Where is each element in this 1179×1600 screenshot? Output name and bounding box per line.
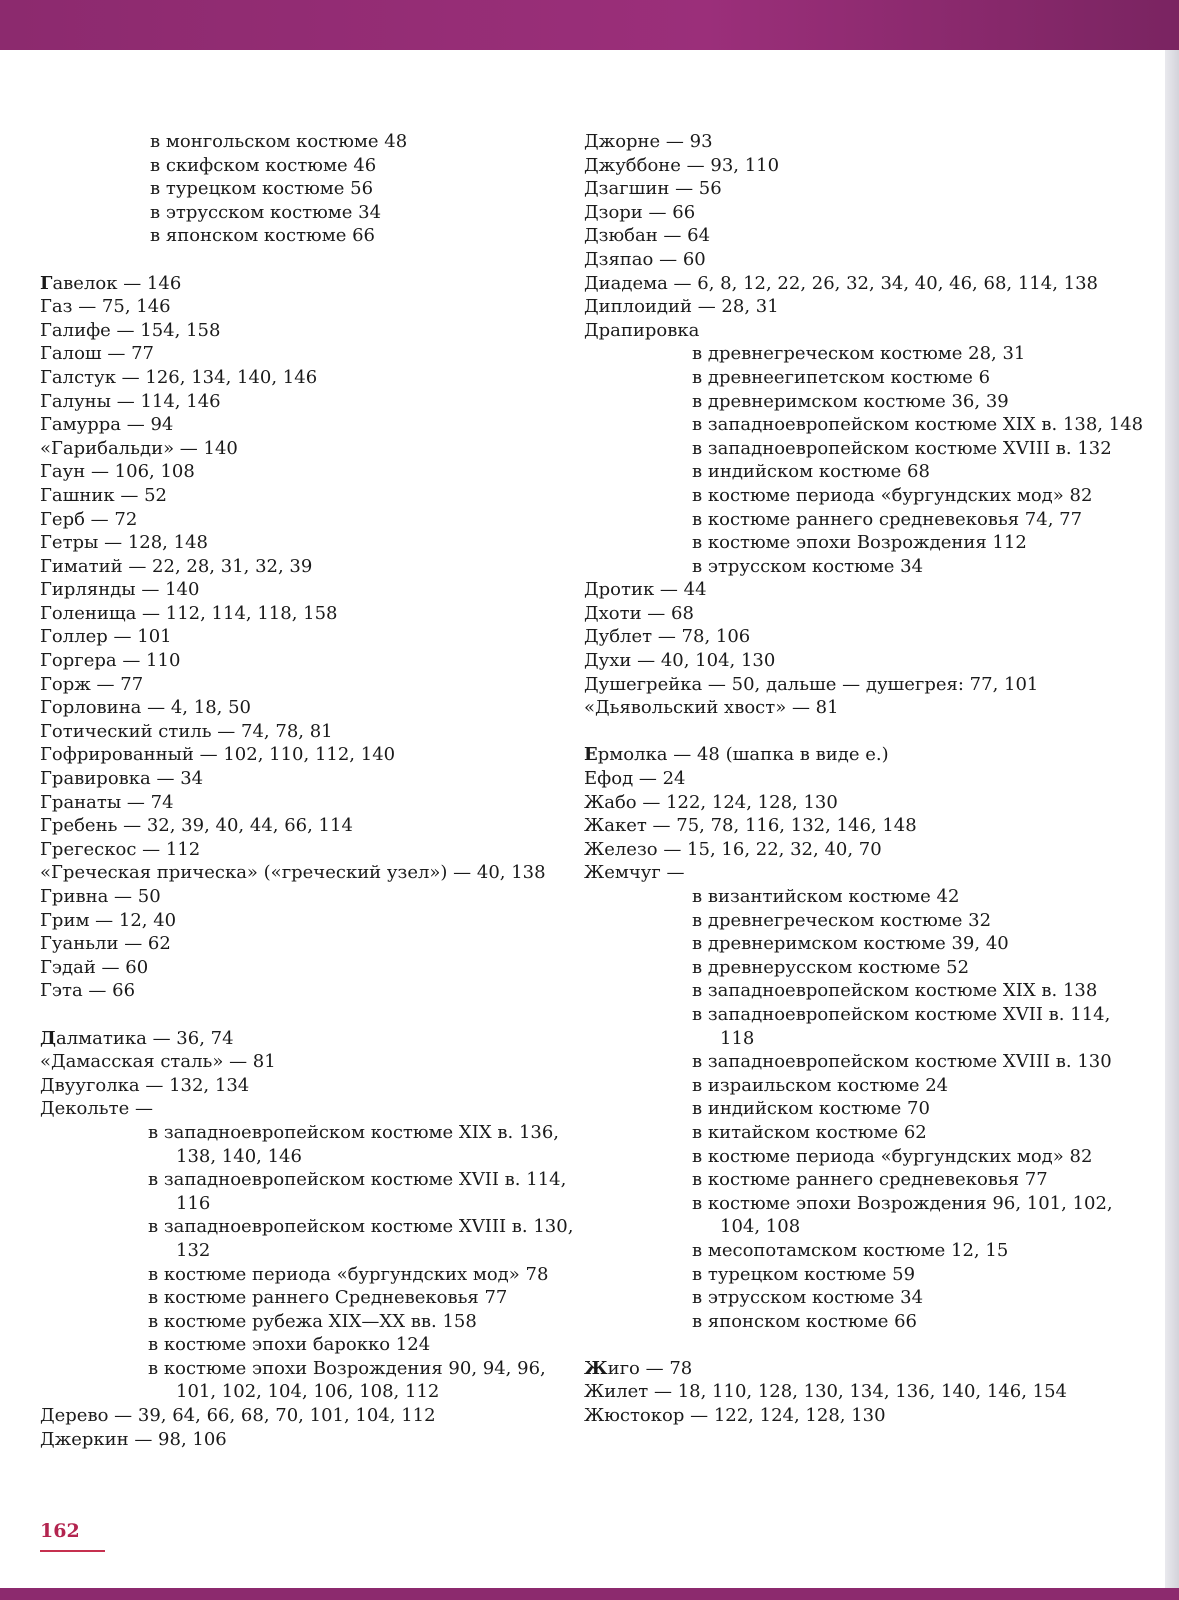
index-entry: Ермолка — 48 (шапка в виде е.) [584, 744, 889, 766]
index-entry: Джуббоне — 93, 110 [584, 154, 780, 176]
index-column-right [584, 130, 1144, 1428]
index-entry: Галифе — 154, 158 [40, 319, 221, 341]
index-subentry: 132 [176, 1239, 211, 1261]
index-entry: Галуны — 114, 146 [40, 390, 221, 412]
index-subentry: в византийском костюме 42 [692, 886, 960, 907]
index-entry: Гэта — 66 [40, 980, 136, 1002]
index-subentry: 138, 140, 146 [176, 1145, 302, 1167]
index-subentry: в месопотамском костюме 12, 15 [692, 1239, 1009, 1261]
index-entry: Дзюбан — 64 [584, 225, 711, 247]
index-subentry: в индийском костюме 70 [692, 1098, 930, 1120]
index-entry: Жиго — 78 [584, 1357, 693, 1379]
index-subentry: в западноевропейском костюме XIX в. 138 [692, 980, 1098, 1002]
index-entry: Гребень — 32, 39, 40, 44, 66, 114 [40, 815, 353, 837]
index-entry: Галош — 77 [40, 343, 155, 365]
index-subentry: в этрусском костюме 34 [692, 1287, 924, 1309]
index-column-left [40, 130, 574, 1451]
index-entry: Жабо — 122, 124, 128, 130 [584, 791, 838, 813]
index-subentry: в древнерусском костюме 52 [692, 956, 970, 978]
index-entry: Жилет — 18, 110, 128, 130, 134, 136, 140, 146, 154 [584, 1381, 1068, 1403]
index-subentry: в индийском костюме 68 [692, 461, 930, 483]
index-entry: Жюстокор — 122, 124, 128, 130 [584, 1405, 886, 1427]
index-subentry: в японском костюме 66 [150, 225, 376, 247]
index-entry: Горж — 77 [40, 673, 144, 695]
index-entry: Грим — 12, 40 [40, 909, 177, 931]
index-subentry: в костюме эпохи Возрождения 90, 94, 96, [148, 1357, 546, 1379]
index-entry: Гравировка — 34 [40, 768, 204, 790]
index-entry: «Дамасская сталь» — 81 [40, 1051, 276, 1073]
index-entry: Гавелок — 146 [40, 272, 182, 294]
index-subentry: в западноевропейском костюме XIX в. 138, 148 [692, 414, 1144, 436]
index-subentry: в древнеримском костюме 39, 40 [692, 933, 1009, 955]
index-subentry: в монгольском костюме 48 [150, 131, 408, 152]
index-subentry: в костюме рубежа XIX—XX вв. 158 [148, 1310, 477, 1332]
index-entry: Жакет — 75, 78, 116, 132, 146, 148 [584, 815, 917, 837]
index-subentry: в костюме эпохи Возрождения 112 [692, 532, 1027, 554]
index-entry: Железо — 15, 16, 22, 32, 40, 70 [584, 838, 882, 860]
index-subentry: в западноевропейском костюме XVII в. 114, [148, 1169, 567, 1191]
index-entry: Дублет — 78, 106 [584, 626, 751, 648]
index-subentry: в турецком костюме 56 [150, 178, 374, 200]
index-entry: Галстук — 126, 134, 140, 146 [40, 366, 318, 388]
index-subentry: в западноевропейском костюме XVII в. 114, [692, 1003, 1111, 1025]
index-entry: Гэдай — 60 [40, 956, 149, 978]
index-entry: Грегескос — 112 [40, 838, 201, 860]
index-entry: Гривна — 50 [40, 886, 161, 907]
index-entry: Ефод — 24 [584, 768, 686, 790]
top-color-band [0, 0, 1179, 50]
index-entry: Герб — 72 [40, 508, 138, 530]
index-entry: «Дьявольский хвост» — 81 [584, 697, 839, 719]
index-subentry: в западноевропейском костюме XVIII в. 132 [692, 437, 1112, 459]
index-subentry: в этрусском костюме 34 [692, 555, 924, 577]
index-entry: Газ — 75, 146 [40, 296, 171, 318]
index-entry: Горловина — 4, 18, 50 [40, 697, 251, 719]
index-subentry: в древнеримском костюме 36, 39 [692, 390, 1009, 412]
index-subentry: в костюме эпохи Возрождения 96, 101, 102, [692, 1192, 1113, 1214]
index-entry: Гашник — 52 [40, 484, 167, 506]
page-number: 162 [40, 1520, 80, 1542]
index-entry: Диадема — 6, 8, 12, 22, 26, 32, 34, 40, 46, 68, 114, 138 [584, 272, 1099, 294]
index-entry: Двууголка — 132, 134 [40, 1074, 250, 1096]
page-number-rule [40, 1550, 105, 1552]
index-entry: Гаун — 106, 108 [40, 461, 195, 483]
index-subentry: 116 [176, 1192, 211, 1214]
index-subentry: в древнеегипетском костюме 6 [692, 366, 991, 388]
index-entry: Дерево — 39, 64, 66, 68, 70, 101, 104, 112 [40, 1405, 436, 1427]
index-subentry: в западноевропейском костюме XIX в. 136, [148, 1121, 560, 1143]
index-entry: Диплоидий — 28, 31 [584, 296, 779, 318]
index-subentry: 118 [720, 1027, 755, 1049]
index-entry: Гуаньли — 62 [40, 933, 171, 955]
index-entry: Дзори — 66 [584, 201, 696, 223]
index-entry: Дзагшин — 56 [584, 178, 722, 200]
index-subentry: в израильском костюме 24 [692, 1074, 949, 1096]
index-entry: Дзяпао — 60 [584, 248, 706, 270]
index-entry: Гетры — 128, 148 [40, 532, 208, 554]
index-entry: Гиматий — 22, 28, 31, 32, 39 [40, 555, 313, 577]
index-subentry: в западноевропейском костюме XVIII в. 130 [692, 1051, 1112, 1073]
index-subentry: в костюме периода «бургундских мод» 82 [692, 1145, 1093, 1167]
index-entry: Гофрированный — 102, 110, 112, 140 [40, 744, 396, 766]
index-subentry: в древнегреческом костюме 32 [692, 909, 992, 931]
index-entry: Готический стиль — 74, 78, 81 [40, 720, 333, 742]
index-entry: Горгера — 110 [40, 650, 181, 672]
index-entry: «Гарибальди» — 140 [40, 437, 238, 459]
index-entry: Гранаты — 74 [40, 791, 174, 813]
index-entry: Жемчуг — [584, 862, 685, 884]
index-entry: Декольте — [40, 1098, 153, 1120]
index-entry: Далматика — 36, 74 [40, 1027, 234, 1049]
index-entry: Дхоти — 68 [584, 602, 694, 624]
index-entry: Джеркин — 98, 106 [40, 1428, 227, 1450]
index-entry: Гирлянды — 140 [40, 579, 200, 601]
index-subentry: в костюме эпохи барокко 124 [148, 1334, 431, 1356]
index-subentry: в костюме периода «бургундских мод» 82 [692, 484, 1093, 506]
index-subentry: 104, 108 [720, 1216, 801, 1238]
index-subentry: в костюме раннего средневековья 74, 77 [692, 508, 1083, 530]
index-subentry: в западноевропейском костюме XVIII в. 130, [148, 1216, 574, 1238]
index-subentry: в костюме периода «бургундских мод» 78 [148, 1263, 549, 1285]
index-subentry: в китайском костюме 62 [692, 1121, 927, 1143]
index-subentry: 101, 102, 104, 106, 108, 112 [176, 1381, 440, 1403]
index-subentry: в костюме раннего Средневековья 77 [148, 1287, 508, 1309]
index-entry: Джорне — 93 [584, 131, 713, 152]
index-entry: Душегрейка — 50, дальше — душегрея: 77, 101 [584, 673, 1039, 695]
index-subentry: в древнегреческом костюме 28, 31 [692, 343, 1026, 365]
index-entry: «Греческая прическа» («греческий узел») — 40, 138 [40, 862, 546, 884]
index-subentry: в костюме раннего средневековья 77 [692, 1169, 1048, 1191]
index-subentry: в скифском костюме 46 [150, 154, 377, 176]
bottom-color-band [0, 1588, 1179, 1600]
index-entry: Гамурра — 94 [40, 414, 174, 436]
index-entry: Голенища — 112, 114, 118, 158 [40, 602, 338, 624]
index-entry: Драпировка [584, 319, 700, 341]
index-entry: Дротик — 44 [584, 579, 707, 601]
index-subentry: в японском костюме 66 [692, 1310, 918, 1332]
page-edge-shadow [1165, 50, 1179, 1588]
index-entry: Духи — 40, 104, 130 [584, 650, 776, 672]
index-subentry: в турецком костюме 59 [692, 1263, 916, 1285]
index-subentry: в этрусском костюме 34 [150, 201, 382, 223]
index-entry: Голлер — 101 [40, 626, 172, 648]
